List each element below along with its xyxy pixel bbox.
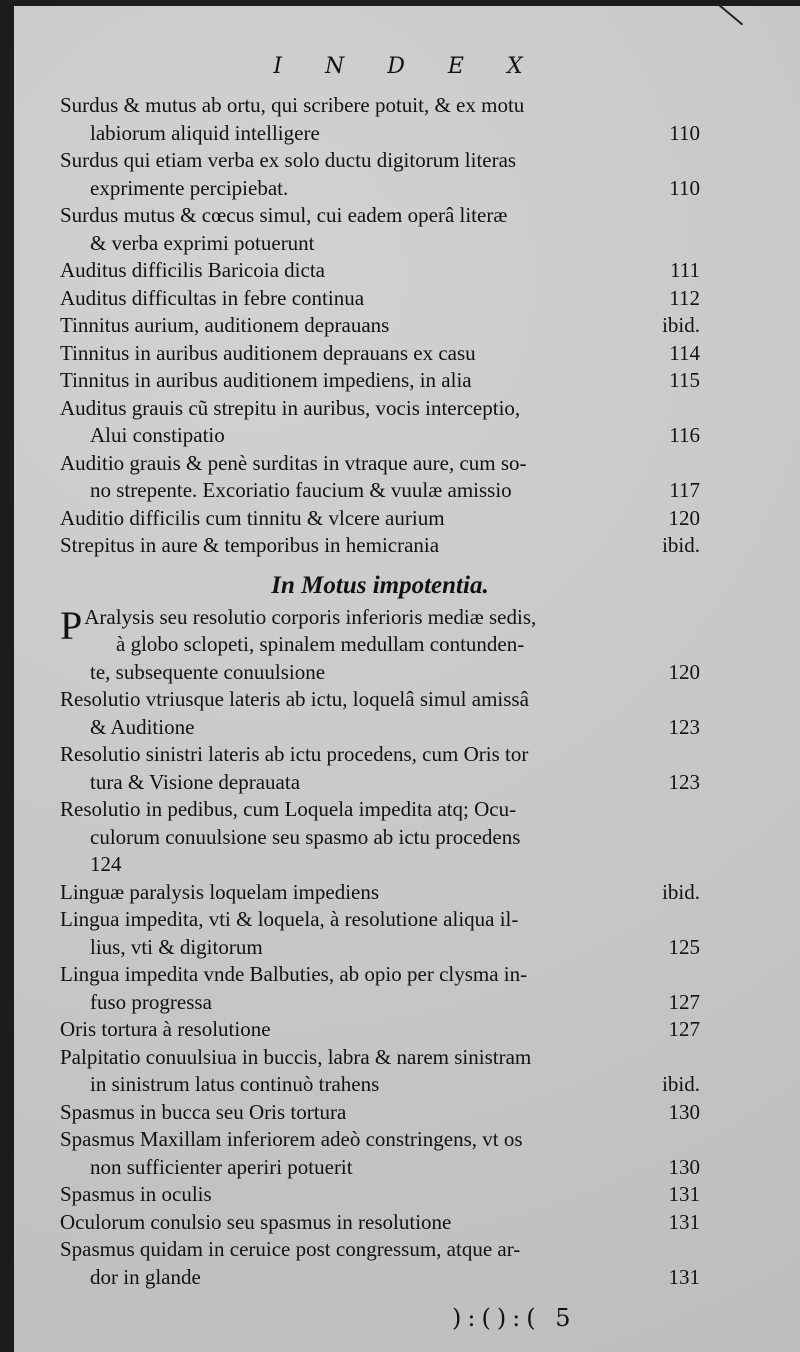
entry-line [60,230,700,258]
index-entry [60,686,700,741]
index-entry [60,961,700,1016]
index-entry [60,741,700,796]
page-number: 120 [668,659,700,684]
entry-text: Lingua impedita, vti & loquela, à resolutione aliqua il- [60,907,519,931]
entry-line [60,1236,700,1264]
index-entry [60,1209,700,1237]
entry-line [60,505,700,533]
page-number: 112 [669,285,700,310]
index-entry [60,1016,700,1044]
index-entry [60,1099,700,1127]
entry-line [60,961,700,989]
book-page [14,6,800,1352]
entry-line [60,395,700,423]
entry-text: Palpitatio conuulsiua in buccis, labra & narem sinistram [60,1044,532,1069]
page-number: 127 [668,1017,700,1041]
section-heading: In Motus impotentia. [271,571,489,599]
index-entry [60,257,700,285]
entry-line [60,851,700,879]
entry-line [60,1154,700,1182]
entry-line [60,1099,700,1127]
entry-line [60,714,700,742]
drop-capital: P [60,602,83,648]
margin-mark [719,5,743,26]
page-number: 115 [669,368,700,392]
entry-text: lius, vti & digitorum [90,934,263,959]
entry-text: Oris tortura à resolutione [60,1017,271,1041]
index-group-hearing [60,92,700,560]
entry-line [60,741,700,769]
entry-text: Spasmus in bucca seu Oris tortura [60,1099,347,1124]
index-entry [60,312,700,340]
entry-text: in sinistrum latus continuò trahens [90,1072,380,1096]
entry-text: dor in glande [90,1264,201,1289]
index-entry [60,532,700,560]
entry-text: fuso progressa [90,989,212,1014]
entry-text: Alui constipatio [90,423,225,447]
entry-text: tura & Visione deprauata [90,769,301,794]
entry-line [60,906,700,934]
entry-text: no strepente. Excoriatio faucium & vuulæ amissio [90,478,512,502]
entry-text: Surdus qui etiam verba ex solo ductu digitorum literas [60,148,517,172]
entry-line [60,477,700,505]
index-entry [60,395,700,450]
page-number: 131 [668,1264,700,1289]
entry-text: culorum conuulsione seu spasmo ab ictu procedens [90,824,521,849]
index-entry [60,505,700,533]
entry-line [60,340,700,368]
entry-text: Resolutio vtriusque lateris ab ictu, loquelâ simul amissâ [60,687,529,711]
entry-text: Spasmus quidam in ceruice post congressum, atque ar- [60,1237,521,1261]
entry-line [60,367,700,395]
entry-text: Spasmus in oculis [60,1182,212,1206]
entry-line [60,202,700,230]
entry-text: Auditus grauis cũ strepitu in auribus, vocis interceptio, [60,395,521,420]
page-number: ibid. [662,879,700,904]
entry-line [60,532,700,560]
entry-line [60,1181,700,1209]
entry-text: Tinnitus aurium, auditionem deprauans [60,313,390,337]
entry-line: à globo sclopeti, spinalem medullam contunden- [116,632,525,656]
page-number: 110 [669,175,700,200]
page-number: 110 [669,120,700,145]
page-number: 117 [669,478,700,502]
entry-text: & verba exprimi potuerunt [90,230,315,255]
entry-text: Lingua impedita vnde Balbuties, ab opio per clysma in- [60,962,528,986]
entry-text: Surdus mutus & cœcus simul, cui eadem operâ literæ [60,203,508,227]
entry-line [60,1209,700,1237]
entry-text: 124 [90,852,122,876]
page-number: 131 [668,1182,700,1206]
entry-line [60,422,700,450]
index-entry [60,202,700,257]
entry-line [60,1071,700,1099]
page-number: ibid. [662,1072,700,1096]
page-number: 123 [668,714,700,739]
entry-line [60,934,700,962]
entry-text: te, subsequente conuulsione [90,659,326,684]
entry-line: Aralysis seu resolutio corporis inferioris mediæ sedis, [84,604,537,629]
entry-text: Resolutio sinistri lateris ab ictu procedens, cum Oris tor [60,742,529,766]
entry-text: Auditus difficultas in febre continua [60,285,365,310]
page-number: 125 [668,934,700,959]
entry-line [60,120,700,148]
entry-line [60,659,700,687]
entry-line [60,1044,700,1072]
entry-text: Surdus & mutus ab ortu, qui scribere potuit, & ex motu [60,93,525,117]
index-entry [60,796,700,879]
index-entry [60,340,700,368]
page-header: I N D E X [273,54,541,79]
index-entry [60,285,700,313]
index-group-motion [60,686,700,1291]
page-number: 120 [668,505,700,530]
entry-text: labiorum aliquid intelligere [90,120,320,145]
entry-line [60,285,700,313]
index-entry [60,1236,700,1291]
page-number: 114 [669,340,700,365]
index-entry [60,906,700,961]
entry-line [60,312,700,340]
entry-text: Linguæ paralysis loquelam impediens [60,879,380,904]
signature-mark: ):():( 5 [452,1304,577,1332]
entry-line [60,450,700,478]
entry-text: Resolutio in pedibus, cum Loquela impedita atq; Ocu- [60,797,517,821]
entry-line [60,879,700,907]
page-number: 130 [668,1099,700,1124]
page-number: 130 [668,1154,700,1179]
entry-text: & Auditione [90,714,195,739]
entry-text: Spasmus Maxillam inferiorem adeò constringens, vt os [60,1127,523,1151]
entry-line [60,989,700,1017]
entry-line [60,175,700,203]
entry-text: Oculorum conulsio seu spasmus in resolutione [60,1209,452,1234]
entry-text: exprimente percipiebat. [90,175,289,200]
page-number: 131 [668,1209,700,1234]
entry-text: Auditio grauis & penè surditas in vtraque aure, cum so- [60,450,527,475]
entry-line [60,769,700,797]
entry-line [60,1264,700,1292]
entry-line [60,92,700,120]
index-entry [60,147,700,202]
entry-line [60,686,700,714]
entry-text: Tinnitus in auribus auditionem impediens, in alia [60,368,472,392]
page-number: 111 [670,258,700,282]
entry-line [60,796,700,824]
entry-line [60,1016,700,1044]
index-entry [60,1044,700,1099]
index-entry [60,1126,700,1181]
page-number: ibid. [662,313,700,337]
entry-line [60,257,700,285]
index-entry [60,92,700,147]
entry-text: Auditus difficilis Baricoia dicta [60,258,325,282]
entry-text: non sufficienter aperiri potuerit [90,1154,353,1179]
entry-line [60,824,700,852]
entry-line [60,147,700,175]
page-number: 123 [668,769,700,794]
index-entry [60,367,700,395]
index-entry [60,879,700,907]
index-entry [60,1181,700,1209]
page-number: ibid. [662,533,700,557]
page-number: 127 [668,989,700,1014]
index-entry [60,450,700,505]
index-entry [60,604,700,687]
entry-text: Auditio difficilis cum tinnitu & vlcere aurium [60,505,445,530]
page-number: 116 [669,423,700,447]
entry-text: Tinnitus in auribus auditionem deprauans ex casu [60,340,476,365]
entry-line [60,1126,700,1154]
index-list [60,92,700,1291]
entry-text: Strepitus in aure & temporibus in hemicrania [60,533,440,557]
